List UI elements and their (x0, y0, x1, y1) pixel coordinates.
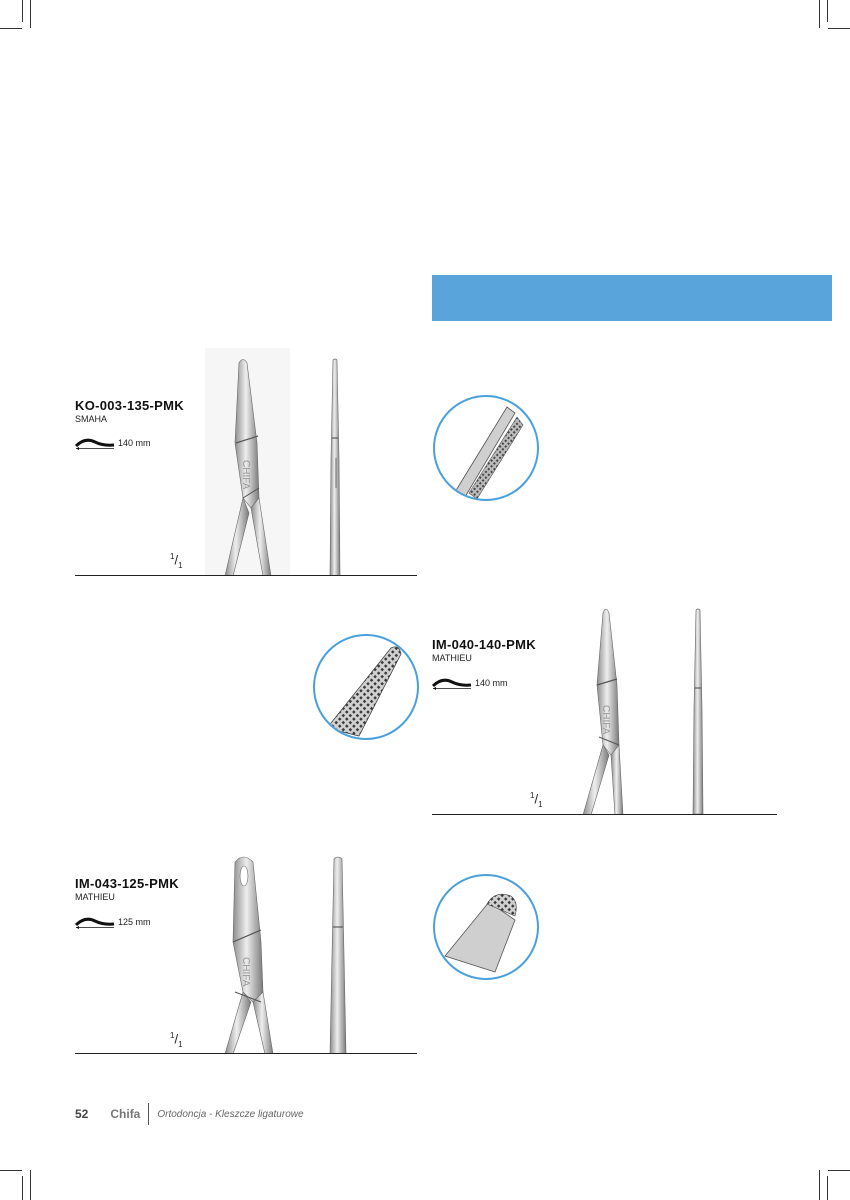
curved-length-icon (75, 915, 115, 929)
crop-mark (828, 1170, 850, 1171)
detail-zoom-circle (313, 634, 419, 740)
crop-mark (22, 1176, 23, 1200)
instrument-brand-engraving: CHIFA (600, 705, 611, 735)
scale-denominator: 1 (538, 799, 543, 809)
product-code: IM-043-125-PMK (75, 876, 179, 891)
crop-mark (0, 28, 22, 29)
crop-mark (827, 0, 828, 22)
curved-length-icon (432, 676, 472, 690)
product-name: MATHIEU (75, 892, 115, 902)
instrument-side-view (324, 855, 352, 1054)
scale-numerator: 1 (170, 1031, 175, 1040)
length-value: 125 mm (118, 917, 151, 927)
scale-label: $^1/_1$ (170, 1031, 183, 1049)
length-value: 140 mm (475, 678, 508, 688)
footer-divider (148, 1103, 149, 1125)
product-length (75, 436, 151, 450)
scale-label: $^1/_1$ (530, 791, 543, 809)
footer-brand: Chifa (110, 1107, 141, 1121)
crop-mark (30, 1170, 31, 1200)
section-banner (432, 275, 832, 321)
baseline-rule (75, 575, 417, 576)
crop-mark (828, 28, 850, 29)
product-length (75, 915, 151, 929)
page-footer (75, 1103, 304, 1125)
crop-mark (819, 0, 820, 28)
product-code: KO-003-135-PMK (75, 398, 184, 413)
scale-denominator: 1 (178, 1039, 183, 1049)
instrument-image-mathieu-140 (575, 605, 645, 815)
scale-label: $^1/_1$ (170, 552, 183, 570)
scale-numerator: 1 (530, 791, 535, 800)
product-length (432, 676, 508, 690)
footer-section-title: Ortodoncja - Kleszcze ligaturowe (157, 1108, 304, 1120)
product-name: MATHIEU (432, 653, 472, 663)
length-value: 140 mm (118, 438, 151, 448)
instrument-brand-engraving: CHIFA (240, 460, 251, 490)
instrument-side-view (686, 608, 710, 814)
detail-zoom-circle (433, 395, 539, 501)
instrument-image-mathieu-125 (215, 852, 285, 1054)
crop-mark (22, 0, 23, 22)
curved-length-icon (75, 436, 115, 450)
product-name: SMAHA (75, 414, 108, 424)
scale-numerator: 1 (170, 552, 175, 561)
crop-mark (30, 0, 31, 28)
crop-mark (0, 1170, 22, 1171)
product-code: IM-040-140-PMK (432, 637, 536, 652)
baseline-rule (75, 1053, 417, 1054)
crop-mark (827, 1176, 828, 1200)
instrument-brand-engraving: CHIFA (240, 957, 251, 987)
baseline-rule (432, 814, 777, 815)
scale-denominator: 1 (178, 560, 183, 570)
page-number: 52 (75, 1107, 89, 1121)
instrument-side-view (320, 358, 350, 576)
detail-zoom-circle (433, 874, 539, 980)
instrument-image-smaha (205, 348, 290, 576)
crop-mark (819, 1170, 820, 1200)
